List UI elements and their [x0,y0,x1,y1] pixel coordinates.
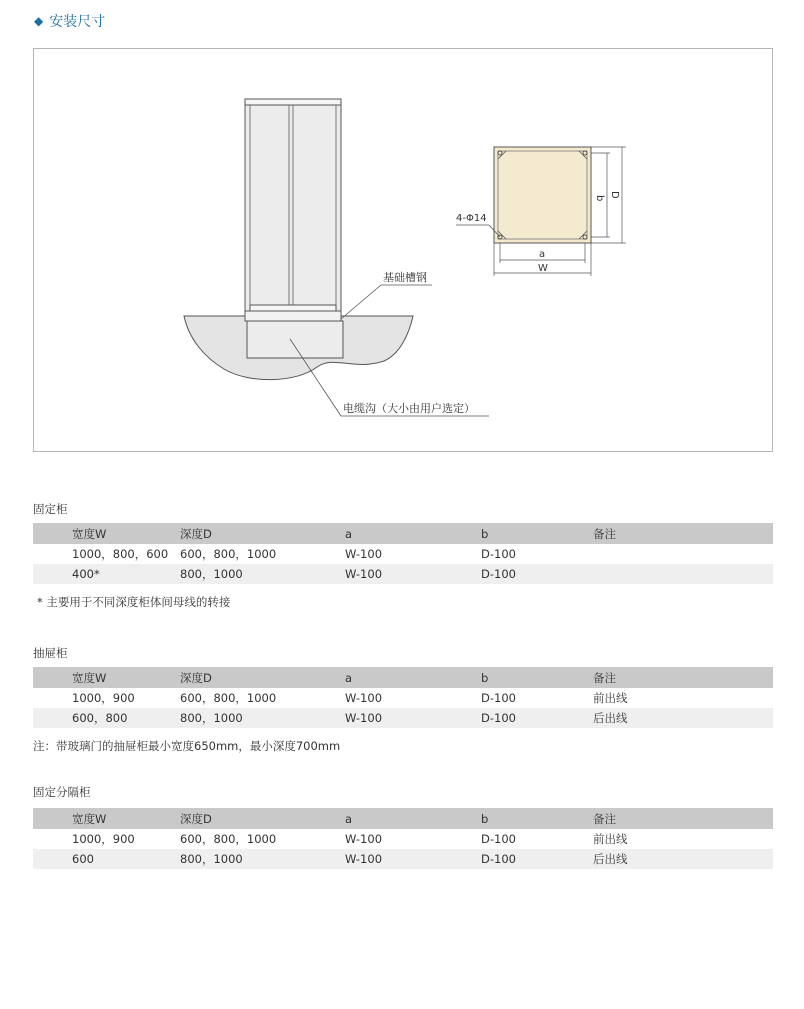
table-row [33,829,773,849]
column-header-depth: 深度D [180,523,345,544]
table-row [33,708,773,728]
table-row [33,688,773,708]
section-heading [34,11,105,31]
column-header-b: b [481,523,593,544]
column-header-width: 宽度W [33,667,180,688]
cell-b: D-100 [481,564,593,584]
installation-diagram-svg [34,49,774,453]
cable-trench [247,321,343,358]
cell-a: W-100 [345,708,481,728]
table-row [33,544,773,564]
column-header-b: b [481,667,593,688]
cell-width: 600 [33,849,180,869]
label-holes: 4-Φ14 [456,213,487,224]
cabinet-bottom-rail [250,305,336,311]
column-header-a: a [345,808,481,829]
cell-remark [593,544,773,564]
table-header-row [33,808,773,829]
section-title-drawer-cabinet: 抽屉柜 [33,646,68,660]
cell-a: W-100 [345,564,481,584]
cell-width: 1000，800，600 [72,547,169,561]
installation-diagram [33,48,773,452]
cell-width: 1000，900 [72,832,135,846]
label-d: D [609,191,620,199]
cell-width: 400* [33,564,180,584]
table-header-row [33,667,773,688]
cell-a: W-100 [345,849,481,869]
column-header-width: 宽度W [33,808,180,829]
cell-depth: 600，800，1000 [180,832,277,846]
cell-depth: 800，1000 [180,708,345,728]
table-row [33,564,773,584]
base-plate-outer [494,147,591,243]
column-header-remark: 备注 [593,523,773,544]
cabinet-top-rail [245,99,341,105]
cell-remark: 后出线 [593,708,773,728]
label-cable-trench: 电缆沟（大小由用户选定） [343,402,475,415]
table-row [33,849,773,869]
column-header-depth: 深度D [180,808,345,829]
cell-a: W-100 [345,547,383,561]
cell-remark: 前出线 [593,832,628,846]
cell-depth: 600，800，1000 [180,691,277,705]
column-header-a: a [345,523,481,544]
note-fixed-cabinet: * 主要用于不同深度柜体间母线的转接 [37,595,231,609]
table-fixed-cabinet [33,523,773,584]
column-header-width: 宽度W [33,523,180,544]
cell-remark [593,564,773,584]
cell-remark: 前出线 [593,691,628,705]
cell-width: 1000，900 [72,691,135,705]
cell-remark: 后出线 [593,849,773,869]
label-w: W [538,263,548,274]
section-title-fixed-cabinet: 固定柜 [33,502,68,516]
column-header-remark: 备注 [593,667,773,688]
column-header-remark: 备注 [593,808,773,829]
cell-b: D-100 [481,832,516,846]
column-header-a: a [345,667,481,688]
cell-b: D-100 [481,708,593,728]
diamond-icon: ◆ [34,14,44,28]
label-a: a [539,249,546,260]
cell-depth: 600，800，1000 [180,547,277,561]
table-fixed-partition-cabinet [33,808,773,869]
cell-b: D-100 [481,849,593,869]
cell-depth: 800，1000 [180,849,345,869]
cell-b: D-100 [481,691,516,705]
table-drawer-cabinet [33,667,773,728]
label-b: b [594,195,605,202]
section-title-fixed-partition-cabinet: 固定分隔柜 [33,785,91,799]
column-header-b: b [481,808,593,829]
leader-channel-steel [341,285,381,319]
table-header-row [33,523,773,544]
cell-depth: 800，1000 [180,564,345,584]
cell-a: W-100 [345,832,383,846]
cell-width: 600，800 [33,708,180,728]
cell-b: D-100 [481,547,516,561]
column-header-depth: 深度D [180,667,345,688]
section-heading-title: 安装尺寸 [49,14,106,30]
label-channel-steel: 基础槽钢 [383,271,427,284]
base-channel-steel [245,311,341,321]
note-drawer-cabinet: 注：带玻璃门的抽屉柜最小宽度650mm，最小深度700mm [33,739,341,753]
cell-a: W-100 [345,691,383,705]
